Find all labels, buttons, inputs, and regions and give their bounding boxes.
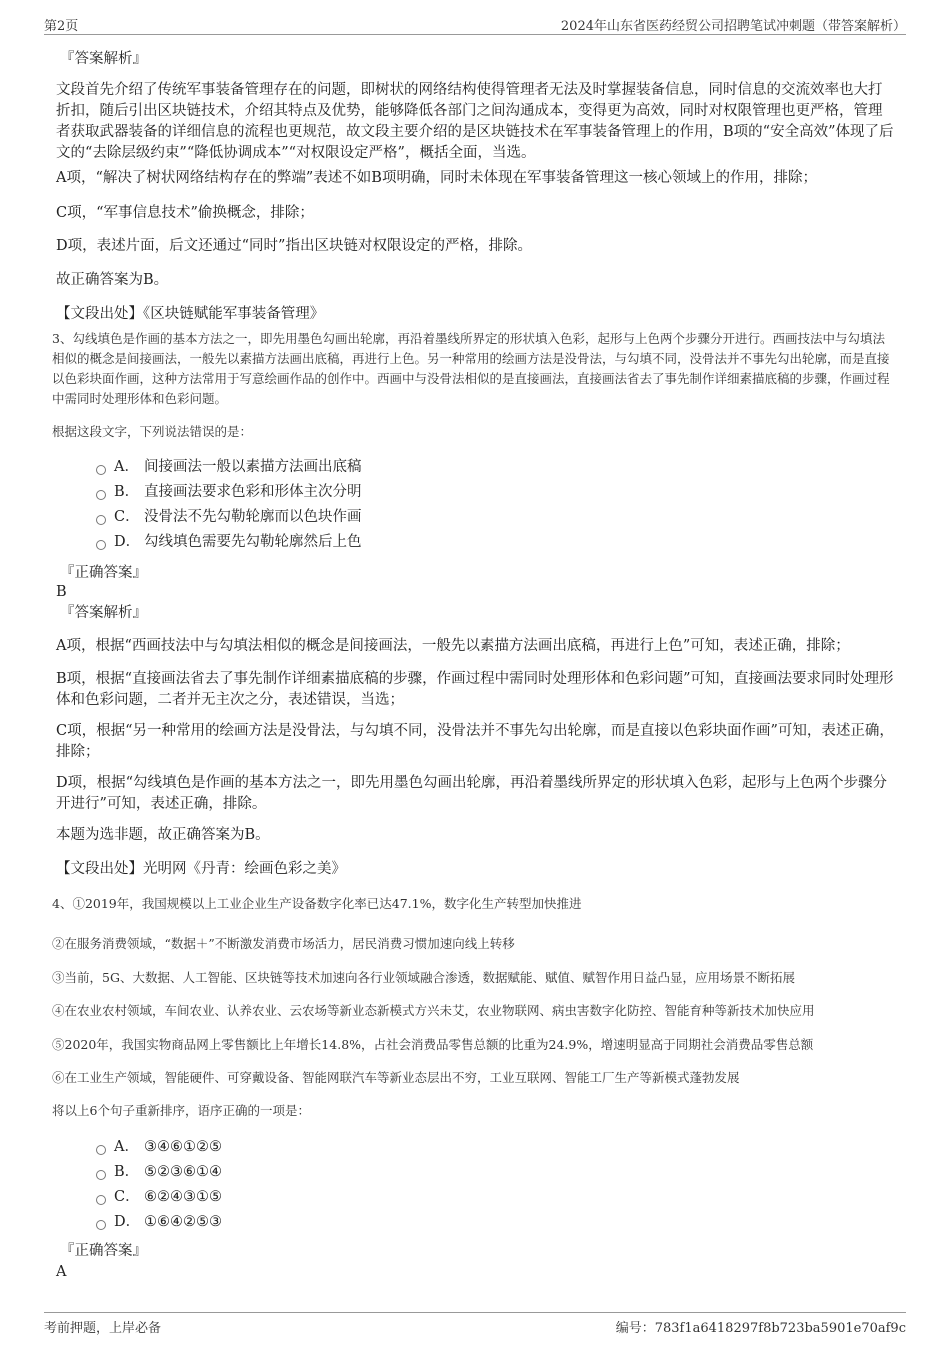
q4-prompt: 将以上6个句子重新排序，语序正确的一项是： [52,1103,310,1118]
q4-option-b[interactable]: B． ⑤②③⑥①④ [96,1159,222,1184]
q4-sentence-2: ②在服务消费领域，“数据＋”不断激发消费市场活力，居民消费习惯加速向线上转移 [52,936,515,951]
q4-option-a[interactable]: A． ③④⑥①②⑤ [96,1134,222,1159]
radio-icon[interactable] [96,1195,106,1205]
page-header [44,12,906,35]
q2-analysis-para-2: A项，“解决了树状网络结构存在的弊端”表述不如B项明确，同时未体现在军事装备管理这一核心领域上的作用，排除； [56,170,817,186]
q4-sentence-5: ⑤2020年，我国实物商品网上零售额比上年增长14.8%，占社会消费品零售总额的比重为24.9%，增速明显高于同期社会消费品零售总额 [52,1037,814,1052]
radio-icon[interactable] [96,465,106,475]
footer-slogan: 考前押题，上岸必备 [44,1321,162,1336]
q4-answer-label: 『正确答案』 [60,1243,147,1259]
q3-prompt: 根据这段文字，下列说法错误的是： [52,424,253,439]
radio-icon[interactable] [96,1145,106,1155]
q3-analysis-para-1: A项，根据“西画技法中与勾填法相似的概念是间接画法，一般先以素描方法画出底稿，再进行上色”可知，表述正确，排除； [56,638,850,654]
q2-analysis-para-4: D项，表述片面，后文还通过“同时”指出区块链对权限设定的严格，排除。 [56,238,532,254]
q3-source: 【文段出处】光明网《丹青：绘画色彩之美》 [56,861,346,877]
q4-option-c[interactable]: C． ⑥②④③①⑤ [96,1184,222,1209]
q3-option-c[interactable]: C． 没骨法不先勾勒轮廓而以色块作画 [96,504,362,529]
q3-analysis-label: 『答案解析』 [60,605,147,621]
q2-source: 【文段出处】《区块链赋能军事装备管理》 [56,306,325,322]
q3-stem: 3、勾线填色是作画的基本方法之一，即先用墨色勾画出轮廓，再沿着墨线所界定的形状填入色彩，起形与上色两个步骤分开进行。西画技法中与勾填法相似的概念是间接画法，一般先以素描方法画出底稿，再进行上色。另一种常用的绘画方法是没骨法，与勾填不同，没骨法并不事先勾出轮廓，而是直接以色彩块面作画，这种方法常用于写意绘画作品的创作中。西画中与没骨法相似的是直接画法，直接画法省去了事先制作详细素描底稿的步骤，作画过程中需同时处理形体和色彩问题。 [52,331,890,406]
page-number: 第2页 [44,19,79,34]
radio-icon[interactable] [96,540,106,550]
document-code: 编号：783f1a6418297f8b723ba5901e70af9c [615,1321,906,1336]
q4-options [96,1134,222,1234]
q3-analysis-para-4: D项，根据“勾线填色是作画的基本方法之一，即先用墨色勾画出轮廓，再沿着墨线所界定的形状填入色彩，起形与上色两个步骤分开进行”可知，表述正确，排除。 [56,775,888,812]
q3-options [96,454,362,554]
q2-answer-conclusion: 故正确答案为B。 [56,272,169,288]
q4-sentence-1: 4、①2019年，我国规模以上工业企业生产设备数字化率已达47.1%，数字化生产转型加快推进 [52,896,582,911]
analysis-label-q2: 『答案解析』 [60,51,147,67]
radio-icon[interactable] [96,1220,106,1230]
radio-icon[interactable] [96,1170,106,1180]
q2-analysis-para-3: C项，“军事信息技术”偷换概念，排除； [56,205,314,221]
page-footer [44,1312,906,1337]
q3-analysis-para-2: B项，根据“直接画法省去了事先制作详细素描底稿的步骤，作画过程中需同时处理形体和色彩问题”可知，直接画法要求同时处理形体和色彩问题，二者并无主次之分，表述错误，当选； [56,671,894,708]
q4-sentence-6: ⑥在工业生产领域，智能硬件、可穿戴设备、智能网联汽车等新业态层出不穷，工业互联网、智能工厂生产等新模式蓬勃发展 [52,1070,740,1085]
q3-option-b[interactable]: B． 直接画法要求色彩和形体主次分明 [96,479,362,504]
q2-analysis-para-1: 文段首先介绍了传统军事装备管理存在的问题，即树状的网络结构使得管理者无法及时掌握装备信息，同时信息的交流效率也大打折扣，随后引出区块链技术，介绍其特点及优势，能够降低各部门之间沟通成本，变得更为高效，同时对权限管理也更严格，管理者获取武器装备的详细信息的流程也更规范，故文段主要介绍的是区块链技术在军事装备管理上的作用，B项的“安全高效”体现了后文的“去除层级约束”“降低协调成本”“对权限设定严格”，概括全面，当选。 [56,82,894,161]
radio-icon[interactable] [96,490,106,500]
document-title: 2024年山东省医药经贸公司招聘笔试冲刺题（带答案解析） [560,19,906,34]
q4-answer: A [56,1264,67,1280]
q3-option-d[interactable]: D． 勾线填色需要先勾勒轮廓然后上色 [96,529,362,554]
q3-analysis-para-3: C项，根据“另一种常用的绘画方法是没骨法，与勾填不同，没骨法并不事先勾出轮廓，而是直接以色彩块面作画”可知，表述正确，排除； [56,723,894,760]
q3-answer-label: 『正确答案』 [60,565,147,581]
q3-answer: B [56,584,67,600]
q3-answer-conclusion: 本题为选非题，故正确答案为B。 [56,827,270,843]
q4-sentence-3: ③当前，5G、大数据、人工智能、区块链等技术加速向各行业领域融合渗透，数据赋能、赋值、赋智作用日益凸显，应用场景不断拓展 [52,970,795,985]
radio-icon[interactable] [96,515,106,525]
q3-option-a[interactable]: A． 间接画法一般以素描方法画出底稿 [96,454,362,479]
q4-option-d[interactable]: D． ①⑥④②⑤③ [96,1209,222,1234]
q4-sentence-4: ④在农业农村领域，车间农业、认养农业、云农场等新业态新模式方兴未艾，农业物联网、病虫害数字化防控、智能育种等新技术加快应用 [52,1003,815,1018]
